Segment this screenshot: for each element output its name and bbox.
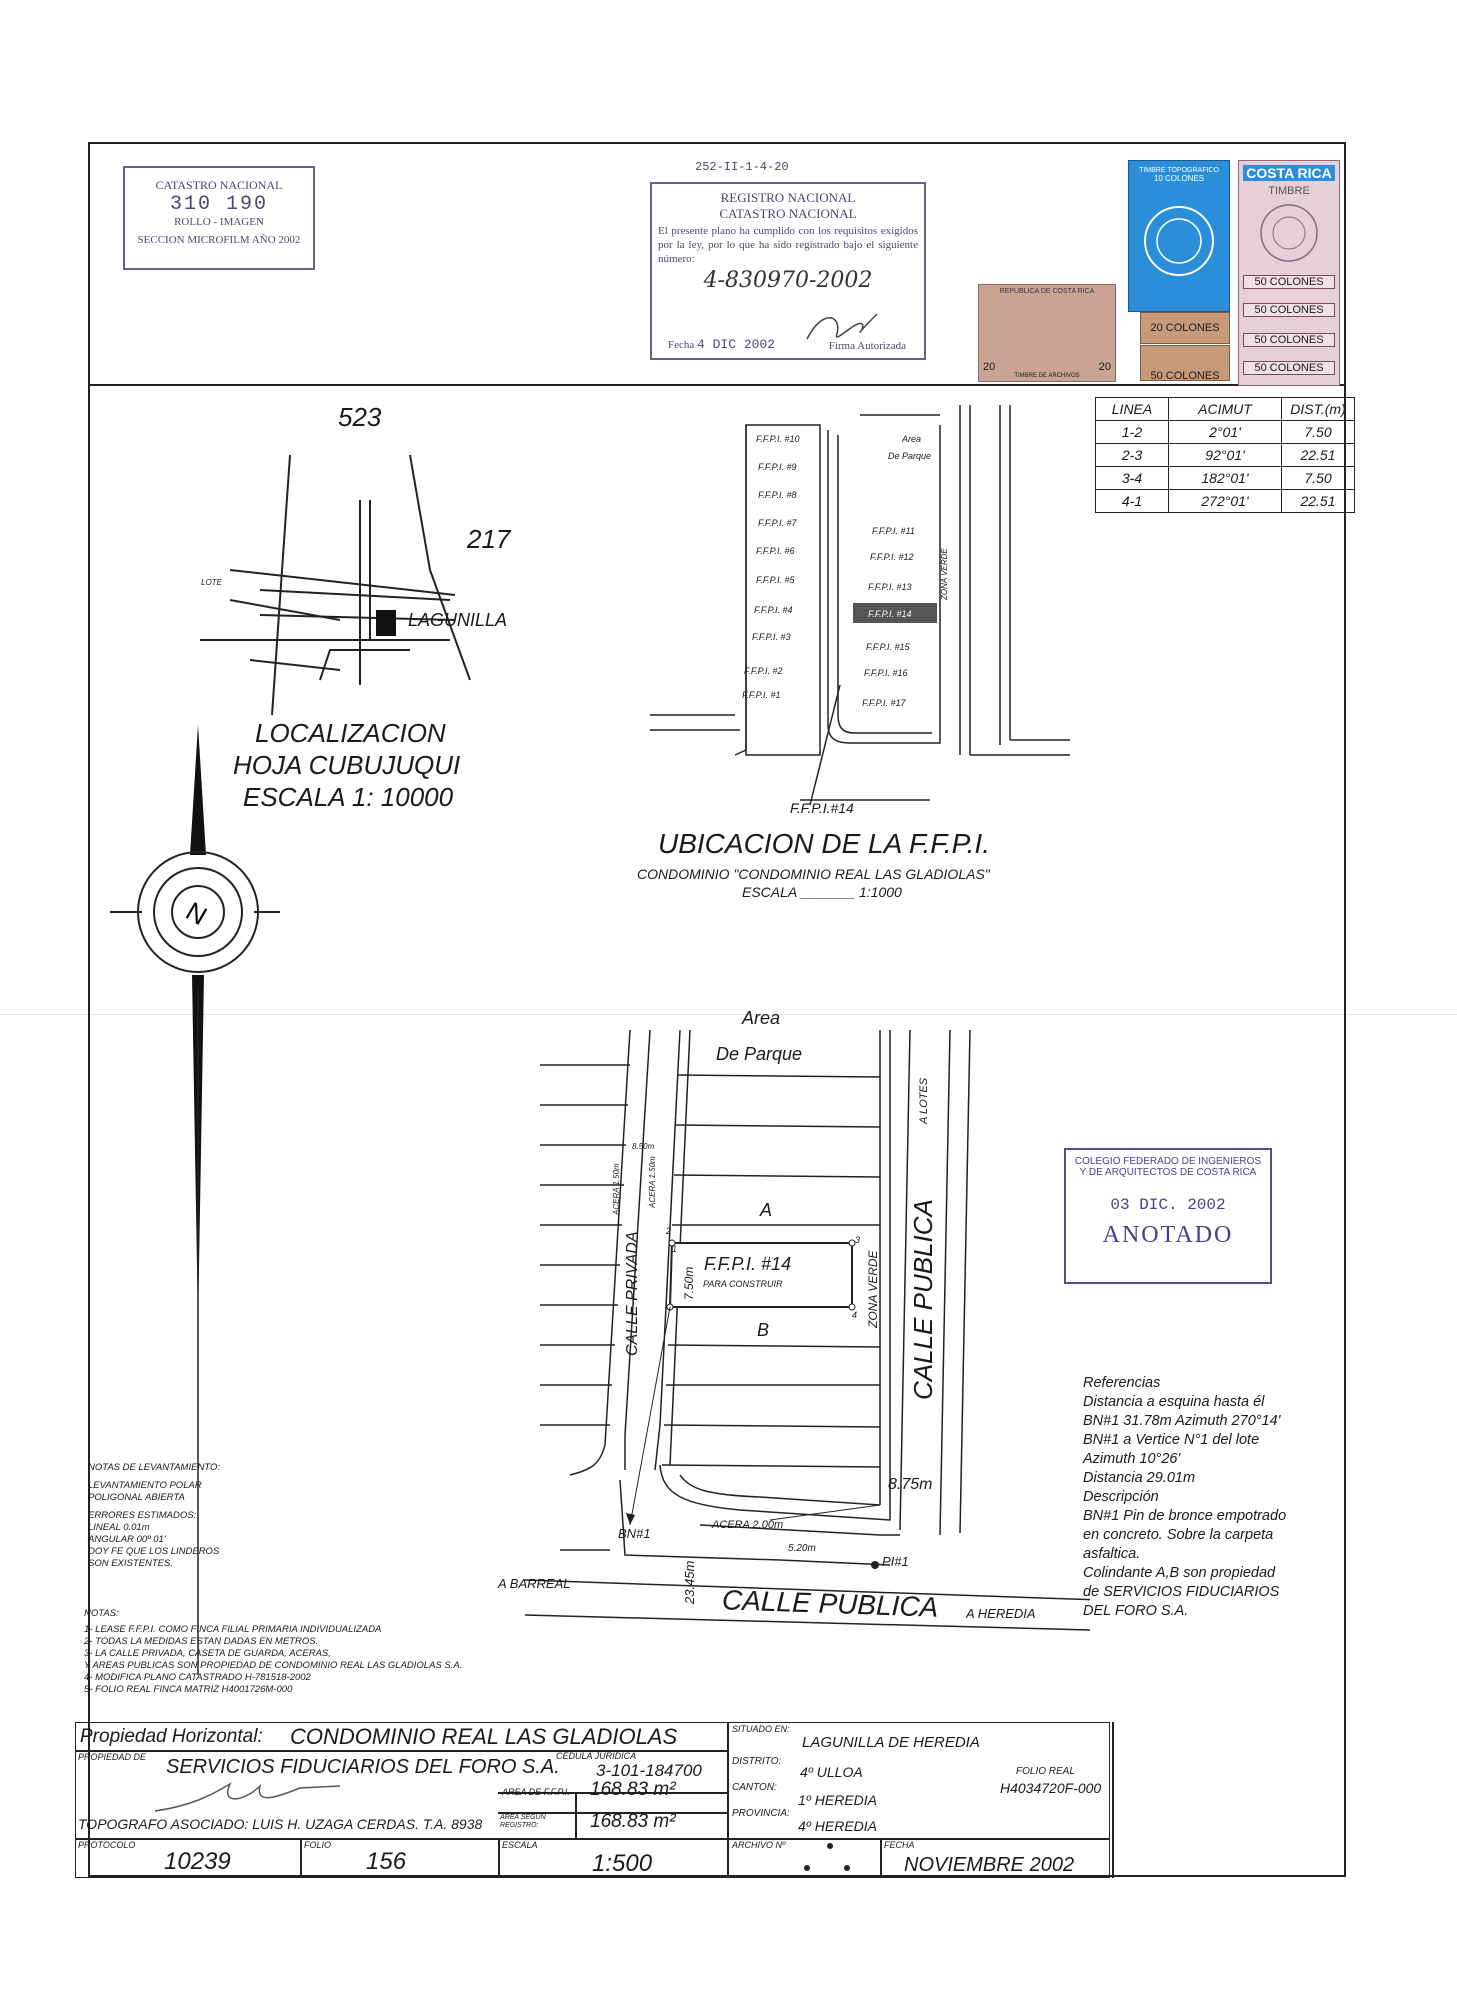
lote-label: LOTE	[201, 578, 222, 587]
ref-line: Referencias	[1083, 1375, 1161, 1391]
nota-line: 2- TODAS LA MEDIDAS ESTAN DADAS EN METROS.	[84, 1636, 319, 1647]
vertex-2: 2	[666, 1226, 672, 1236]
tb-vline	[1112, 1722, 1114, 1878]
timbre-topo-title: TIMBRE TOPOGRAFICO	[1139, 167, 1219, 174]
fecha-value: NOVIEMBRE 2002	[904, 1854, 1075, 1876]
archivo-dots	[795, 1840, 855, 1876]
protocolo-label: PROTOCOLO	[78, 1840, 136, 1850]
table-row	[1096, 421, 1355, 444]
timbre-50-colones-b: 50 COLONES	[1243, 275, 1335, 289]
azimuth-header-linea: LINEA	[1096, 398, 1169, 421]
topografo-label: TOPOGRAFO ASOCIADO: LUIS H. UZAGA CERDAS. T.A. 8938	[78, 1816, 483, 1832]
colegio-anotado: ANOTADO	[1102, 1222, 1234, 1248]
azimuth-table	[1095, 397, 1355, 513]
ph-value: CONDOMINIO REAL LAS GLADIOLAS	[290, 1724, 678, 1749]
topografo-signature	[150, 1776, 350, 1816]
ref-line: Distancia a esquina hasta él	[1083, 1394, 1265, 1410]
ref-line: Distancia 29.01m	[1083, 1470, 1196, 1486]
ref-line: asfaltica.	[1083, 1546, 1141, 1562]
archivo-label: ARCHIVO Nº	[732, 1840, 786, 1850]
timbre-archivo	[978, 284, 1116, 382]
lot-label: F.F.P.I. #16	[864, 668, 908, 678]
timbre-seal-icon	[1257, 201, 1321, 265]
lot-label: F.F.P.I. #5	[756, 575, 795, 585]
tb-vline	[498, 1838, 500, 1878]
referencias-block	[1083, 1374, 1286, 1621]
table-row	[1096, 467, 1355, 490]
registro-firma-label: Firma Autorizada	[828, 340, 906, 352]
ubic-parque-label: De Parque	[888, 451, 932, 461]
ubicacion-title: UBICACION DE LA F.F.P.I.	[658, 828, 990, 859]
ref-line: en concreto. Sobre la carpeta	[1083, 1527, 1274, 1543]
prop-label: PROPIEDAD DE	[78, 1752, 147, 1762]
ref-line: Descripción	[1083, 1489, 1159, 1505]
nota-line: DOY FE QUE LOS LINDEROS	[88, 1546, 220, 1557]
plan-lot-sub: PARA CONSTRUIR	[703, 1279, 783, 1289]
registro-number: 4-830970-2002	[703, 268, 873, 293]
azimuth-cell: 1-2	[1096, 421, 1169, 444]
azimuth-cell: 7.50	[1282, 467, 1355, 490]
timbre-20-right: 20	[1098, 361, 1111, 373]
ubicacion-subtitle: CONDOMINIO "CONDOMINIO REAL LAS GLADIOLAS"	[637, 866, 990, 882]
catastro-stamp	[123, 166, 315, 270]
nota-line: ERRORES ESTIMADOS:	[88, 1510, 197, 1521]
azimuth-cell: 3-4	[1096, 467, 1169, 490]
folio-value: 156	[366, 1848, 407, 1875]
dist-2345-label: 23.45m	[682, 1560, 697, 1604]
location-map	[190, 440, 480, 730]
acera-left-label: ACERA 1.50m	[612, 1163, 621, 1215]
site-plan	[480, 1025, 1090, 1645]
lot-label: F.F.P.I. #6	[756, 546, 795, 556]
lot-b-label: B	[757, 1320, 770, 1340]
acera-right-label: ACERA 1.50m	[648, 1156, 657, 1208]
calle-publica-horizontal: CALLE PUBLICA	[721, 1584, 939, 1623]
colegio-stamp	[1064, 1148, 1272, 1284]
colegio-date: 03 DIC. 2002	[1110, 1196, 1226, 1214]
lot-label: F.F.P.I. #17	[862, 698, 906, 708]
timbre-50-colones-d: 50 COLONES	[1243, 333, 1335, 347]
a-heredia-label: A HEREDIA	[966, 1606, 1036, 1621]
a-barreal-label: A BARREAL	[498, 1576, 571, 1591]
timbre-cr-sub: TIMBRE	[1268, 185, 1310, 197]
azimuth-cell: 2°01'	[1169, 421, 1282, 444]
lagunilla-label: LAGUNILLA	[408, 610, 508, 630]
folio-real-label: FOLIO REAL	[1016, 1766, 1075, 1777]
localizacion-title: LOCALIZACION	[255, 718, 446, 748]
escala-value: 1:500	[592, 1850, 653, 1877]
table-row	[1096, 490, 1355, 513]
tb-vline	[880, 1838, 882, 1878]
azimuth-cell: 22.51	[1282, 444, 1355, 467]
nota-line: POLIGONAL ABIERTA	[88, 1492, 185, 1503]
zona-verde-label: ZONA VERDE	[866, 1250, 880, 1328]
nota-line: NOTAS DE LEVANTAMIENTO:	[88, 1462, 220, 1473]
azimuth-cell: 2-3	[1096, 444, 1169, 467]
nota-line: 3- LA CALLE PRIVADA, CASETA DE GUARDA, ACERAS,	[84, 1648, 331, 1659]
provincia-label: PROVINCIA:	[732, 1808, 790, 1819]
registro-fecha-label: Fecha	[668, 339, 695, 351]
tb-line	[75, 1838, 1110, 1840]
timbre-50-colones-e: 50 COLONES	[1243, 361, 1335, 375]
colegio-l2: Y DE ARQUITECTOS DE COSTA RICA	[1079, 1167, 1257, 1178]
folio-label: FOLIO	[304, 1840, 332, 1850]
pi-label: PI#1	[882, 1554, 909, 1569]
tb-vline	[300, 1838, 302, 1878]
nota-line: 4- MODIFICA PLANO CATASTRADO H-781518-2002	[84, 1672, 311, 1683]
distrito-value: 4º ULLOA	[800, 1764, 863, 1780]
registro-fecha: 4 DIC 2002	[697, 337, 776, 352]
azimuth-cell: 22.51	[1282, 490, 1355, 513]
width-850-label: 8.50m	[632, 1142, 655, 1151]
registro-title: REGISTRO NACIONAL	[720, 190, 856, 205]
timbre-topo-value: 10 COLONES	[1153, 174, 1205, 183]
area-reg-value: 168.83 m²	[590, 1811, 676, 1832]
ref-line: BN#1 Pin de bronce empotrado	[1083, 1508, 1287, 1524]
lot-label: F.F.P.I. #12	[870, 552, 914, 562]
lot-label: F.F.P.I. #13	[868, 582, 912, 592]
registro-ref: 252-II-1-4-20	[695, 160, 789, 174]
timbre-50-colones-a: 50 COLONES	[1140, 345, 1230, 381]
lot-label: F.F.P.I. #10	[756, 434, 800, 444]
ubic-zona-verde: ZONA VERDE	[940, 548, 949, 600]
etcg-seal-icon	[1139, 201, 1219, 281]
lot-a-label: A	[760, 1200, 773, 1220]
timbre-topografico	[1128, 160, 1230, 312]
lot-label: F.F.P.I. #4	[754, 605, 793, 615]
escala-label: ESCALA	[502, 1840, 538, 1850]
catastro-seccion: SECCION MICROFILM AÑO 2002	[137, 234, 301, 246]
nota-line: SON EXISTENTES.	[88, 1558, 173, 1569]
lot-label: F.F.P.I. #15	[866, 642, 910, 652]
hoja-title: HOJA CUBUJUQUI	[233, 750, 461, 780]
azimuth-header-acimut: ACIMUT	[1169, 398, 1282, 421]
map-number-523: 523	[338, 402, 382, 432]
lot-label: F.F.P.I. #3	[752, 632, 791, 642]
protocolo-value: 10239	[164, 1848, 231, 1875]
ref-line: DEL FORO S.A.	[1083, 1603, 1189, 1619]
azimuth-cell: 4-1	[1096, 490, 1169, 513]
tb-vline	[727, 1722, 729, 1878]
ubicacion-map	[650, 395, 1080, 815]
ref-line: Colindante A,B son propiedad	[1083, 1565, 1276, 1581]
calle-privada-label: CALLE PRIVADA	[624, 1231, 641, 1356]
timbre-cr-title: COSTA RICA	[1243, 165, 1335, 181]
lot-dim-label: 7.50m	[682, 1266, 696, 1300]
notas-generales	[84, 1608, 462, 1696]
ph-label: Propiedad Horizontal:	[80, 1726, 263, 1747]
svg-text:N: N	[180, 895, 213, 932]
lot-label: F.F.P.I. #9	[758, 462, 797, 472]
nota-line: Y AREAS PUBLICAS SON PROPIEDAD DE CONDOMINIO REAL LAS GLADIOLAS S.A.	[84, 1660, 463, 1671]
vertex-4: 4	[852, 1310, 858, 1320]
catastro-rollo: ROLLO - IMAGEN	[174, 216, 264, 228]
notas-levantamiento	[88, 1462, 220, 1570]
table-row	[1096, 444, 1355, 467]
a-lotes-label: A LOTES	[918, 1077, 930, 1124]
distrito-label: DISTRITO:	[732, 1756, 782, 1767]
map-number-217: 217	[467, 524, 511, 554]
ref-line: Azimuth 10°26'	[1083, 1451, 1181, 1467]
situado-label: SITUADO EN:	[732, 1724, 790, 1734]
azimuth-header-dist: DIST.(m)	[1282, 398, 1355, 421]
timbre-archivo-label: TIMBRE DE ARCHIVOS	[1014, 373, 1080, 379]
fecha-label: FECHA	[884, 1840, 915, 1850]
catastro-title: CATASTRO NACIONAL	[155, 178, 283, 192]
plan-area-label: Area	[742, 1008, 781, 1028]
header-divider	[88, 384, 1346, 386]
registro-signature	[802, 304, 882, 348]
colegio-l1: COLEGIO FEDERADO DE INGENIEROS	[1074, 1156, 1262, 1167]
ced-label: CEDULA JURIDICA	[556, 1751, 637, 1761]
lot-label: F.F.P.I. #11	[872, 526, 915, 536]
vertex-3: 3	[855, 1235, 861, 1245]
acera-200-label: ACERA 2.00m	[712, 1519, 784, 1531]
plan-lot-label: F.F.P.I. #14	[704, 1254, 792, 1274]
dist-520-label: 5.20m	[788, 1543, 816, 1554]
azimuth-cell: 272°01'	[1169, 490, 1282, 513]
azimuth-cell: 7.50	[1282, 421, 1355, 444]
situado-value: LAGUNILLA DE HEREDIA	[802, 1734, 980, 1751]
lot-label: F.F.P.I. #7	[758, 518, 797, 528]
timbre-20-colones: 20 COLONES	[1140, 312, 1230, 344]
canton-value: 1º HEREDIA	[798, 1792, 878, 1808]
lote-marker	[376, 610, 396, 636]
lot-label: F.F.P.I. #2	[744, 666, 783, 676]
ubicacion-escala: ESCALA _______ 1:1000	[742, 884, 902, 900]
lot14-polygon	[670, 1243, 852, 1307]
nota-line: NOTAS:	[84, 1608, 119, 1619]
area-label: AREA DE F.F.P.I.	[502, 1787, 570, 1797]
plan-parque-label: De Parque	[716, 1044, 803, 1064]
ubic-area-label: Area	[902, 434, 922, 444]
timbre-costa-rica	[1238, 160, 1340, 386]
canton-label: CANTON:	[732, 1782, 777, 1793]
bn-label: BN#1	[618, 1526, 651, 1541]
calle-publica-vertical: CALLE PUBLICA	[908, 1199, 938, 1400]
registro-subtitle: CATASTRO NACIONAL	[719, 206, 857, 221]
ref-line: BN#1 a Vertice N°1 del lote	[1083, 1432, 1260, 1448]
nota-line: ANGULAR 00º 01'	[88, 1534, 166, 1545]
vertex-1: 1	[672, 1244, 678, 1254]
lot-label-14: F.F.P.I. #14	[868, 609, 912, 619]
nota-line: LINEAL 0.01m	[88, 1522, 150, 1533]
azimuth-cell: 182°01'	[1169, 467, 1282, 490]
dist-875-label: 8.75m	[888, 1476, 933, 1493]
nota-line: 1- LEASE F.F.P.I. COMO FINCA FILIAL PRIMARIA INDIVIDUALIZADA	[84, 1624, 382, 1635]
nota-line: 5- FOLIO REAL FINCA MATRIZ H4001726M-000	[84, 1684, 293, 1695]
azimuth-cell: 92°01'	[1169, 444, 1282, 467]
ref-line: BN#1 31.78m Azimuth 270°14'	[1083, 1413, 1281, 1429]
area-value: 168.83 m²	[590, 1779, 676, 1800]
prop-value: SERVICIOS FIDUCIARIOS DEL FORO S.A.	[166, 1756, 560, 1778]
catastro-number: 310 190	[169, 193, 268, 216]
lot-label: F.F.P.I. #1	[742, 690, 781, 700]
tb-vline	[575, 1792, 577, 1838]
provincia-value: 4º HEREDIA	[798, 1818, 878, 1834]
azimuth-header-row	[1096, 398, 1355, 421]
folio-real-value: H4034720F-000	[1000, 1780, 1102, 1796]
area-reg-label: AREA SEGUN REGISTRO:	[500, 1814, 546, 1829]
ref-line: de SERVICIOS FIDUCIARIOS	[1083, 1584, 1280, 1600]
nota-line: LEVANTAMIENTO POLAR	[88, 1480, 202, 1491]
timbre-50-colones-c: 50 COLONES	[1243, 303, 1335, 317]
ubic-pointer-label: F.F.P.I.#14	[790, 800, 854, 816]
lot-label: F.F.P.I. #8	[758, 490, 797, 500]
registro-stamp	[650, 182, 926, 360]
timbre-rep: REPUBLICA DE COSTA RICA	[999, 288, 1095, 295]
ced-value: 3-101-184700	[596, 1761, 702, 1780]
escala-title: ESCALA 1: 10000	[243, 782, 454, 812]
timbre-20-left: 20	[983, 361, 996, 373]
registro-body: El presente plano ha cumplido con los requisitos exigidos por la ley, por lo que ha sido registrado bajo el siguiente número:	[658, 225, 918, 265]
